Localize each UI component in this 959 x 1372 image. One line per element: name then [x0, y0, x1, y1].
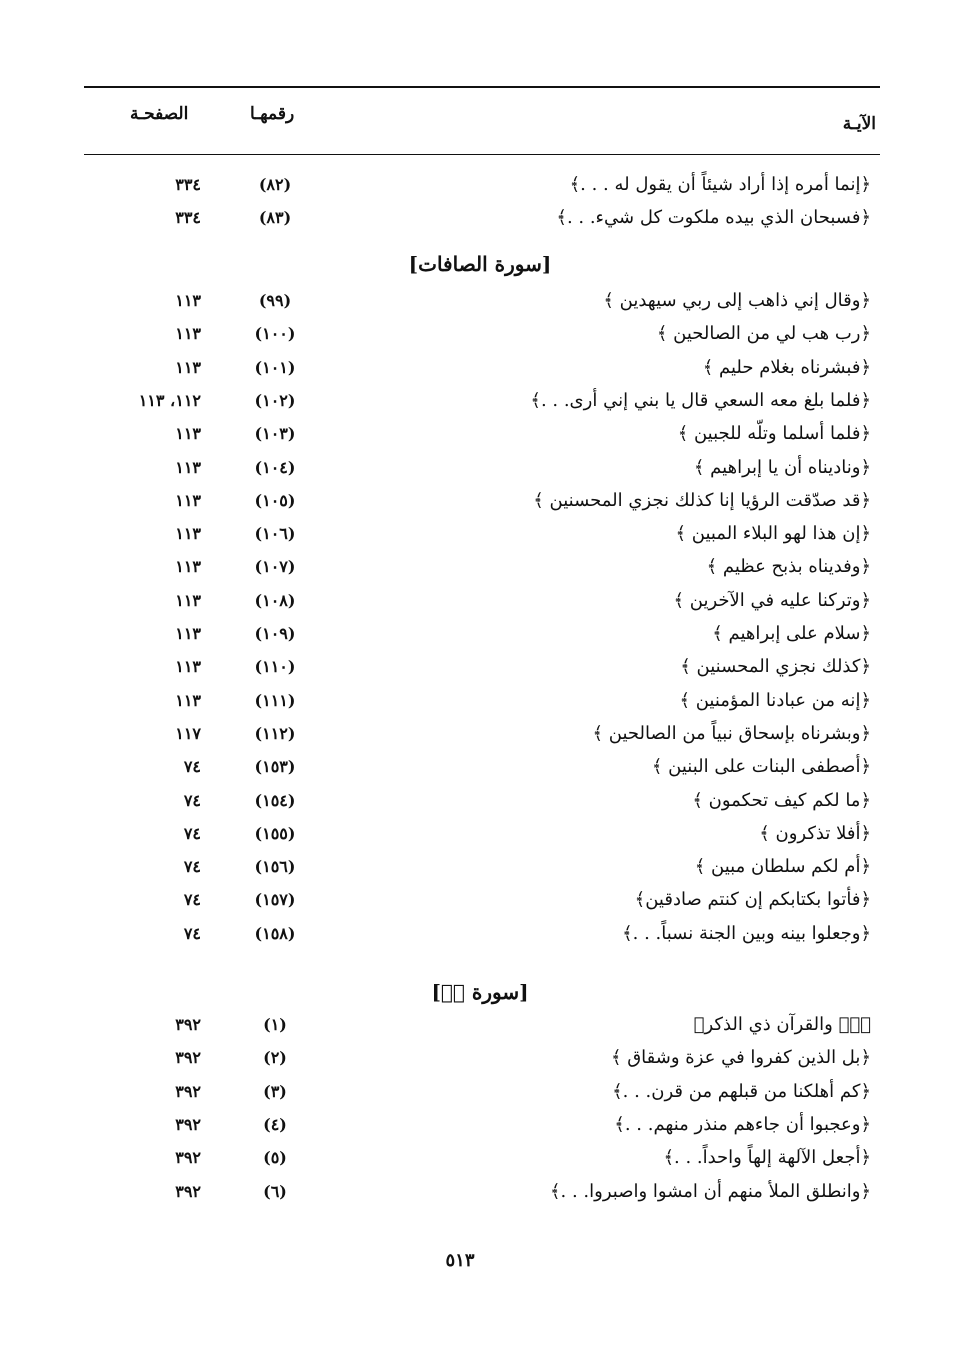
- verse-number: (١٥٥): [254, 823, 296, 843]
- verse-text: ﴿رب هب لي من الصالحين ﴾: [656, 323, 871, 345]
- verse-number: (٥): [263, 1148, 287, 1168]
- section-title-sad: [سورة صۤ]: [431, 980, 529, 1004]
- page-reference: ٧٤: [183, 890, 201, 910]
- verse-text: ﴿ما لكم كيف تحكمون ﴾: [692, 789, 871, 811]
- verse-text: ﴿إنما أمره إذا أراد شيئاً أن يقول له . . .﴾: [569, 174, 871, 195]
- index-row: [0, 1141, 959, 1174]
- verse-text: ﴿إنه من عبادنا المؤمنين ﴾: [679, 689, 871, 711]
- page-reference: ١١٣: [175, 324, 201, 344]
- index-row: [0, 384, 959, 417]
- page-reference: ١١٣: [175, 624, 201, 643]
- verse-text: ﴿وناديناه أن يا إبراهيم ﴾: [693, 456, 871, 478]
- verse-number: (١٠٥): [254, 490, 296, 510]
- verse-number: (٤): [263, 1114, 287, 1134]
- verse-number: (٨٣): [258, 208, 292, 227]
- verse-text: ﴿وعجبوا أن جاءهم منذر منهم. . .﴾: [614, 1113, 871, 1135]
- verse-number: (١٠٢): [254, 390, 296, 410]
- verse-number: (١٥٤): [254, 790, 296, 810]
- verse-text: ﴿كذلك نجزي المحسنين ﴾: [680, 656, 871, 678]
- index-row: [0, 1075, 959, 1108]
- index-row: [0, 1041, 959, 1074]
- verse-number: (١٥٧): [254, 890, 296, 910]
- index-row: [0, 168, 959, 201]
- verse-number: (١٠٤): [254, 457, 296, 477]
- verse-text: ﴿كم أهلكنا من قبلهم من قرن. . .﴾: [612, 1080, 871, 1102]
- page-reference: ١١٣: [175, 690, 201, 710]
- verse-text: ﴿وتركنا عليه في الآخرين ﴾: [673, 589, 871, 611]
- top-rule: [84, 86, 880, 88]
- index-row: [0, 1175, 959, 1208]
- index-row: [0, 917, 959, 950]
- page-reference: ١١٣: [175, 424, 201, 444]
- index-row: [0, 317, 959, 350]
- page-reference: ١١٣: [175, 590, 201, 610]
- verse-text: ﴿قد صدّقت الرؤيا إنا كذلك نجزي المحسنين ﴾: [533, 489, 871, 511]
- page-reference: ١١٣: [175, 457, 201, 477]
- index-row: [0, 550, 959, 583]
- page-reference: ٣٩٢: [175, 1015, 201, 1034]
- index-row: [0, 617, 959, 650]
- verse-text: ﴿فسبحان الذي بيده ملكوت كل شيء. . .﴾: [556, 207, 871, 228]
- verse-number: (١١٢): [254, 723, 296, 743]
- verse-text: ﴿فأتوا بكتابكم إن كنتم صادقين﴾: [634, 889, 871, 911]
- verse-text: ﴿فلما أسلما وتلّه للجبين ﴾: [677, 423, 871, 445]
- verse-number: (٦): [263, 1181, 287, 1201]
- verse-text: ﴿وقال إني ذاهب إلى ربي سيهدين ﴾: [603, 290, 871, 311]
- verse-text: ﴿أفلا تذكرون ﴾: [759, 822, 871, 844]
- header-number: رقمهـا: [250, 104, 295, 124]
- page-reference: ١١٢، ١١٣: [138, 390, 201, 410]
- page-reference: ٣٩٢: [175, 1114, 201, 1134]
- header-aya: الآيـة: [842, 114, 876, 134]
- page-reference: ٧٤: [183, 857, 201, 877]
- index-row: [0, 750, 959, 783]
- index-row: [0, 517, 959, 550]
- verse-text: ﴿وفديناه بذبح عظيم ﴾: [706, 556, 871, 578]
- verse-text: ﴿سلام على إبراهيم ﴾: [712, 623, 871, 644]
- index-row: [0, 201, 959, 234]
- header-page: الصفحـة: [130, 104, 189, 124]
- page-reference: ٣٩٢: [175, 1148, 201, 1168]
- verse-number: (٣): [263, 1081, 287, 1101]
- index-row: [0, 717, 959, 750]
- section-title-saffat: [سورة الصافات]: [408, 252, 552, 276]
- index-row: [0, 684, 959, 717]
- index-row: [0, 484, 959, 517]
- page-reference: ٧٤: [183, 923, 201, 943]
- page-reference: ١١٣: [175, 657, 201, 677]
- page-reference: ٧٤: [183, 823, 201, 843]
- verse-text: ﴿فبشرناه بغلام حليم ﴾: [702, 356, 871, 378]
- index-row: [0, 351, 959, 384]
- page-number: ٥١٣: [445, 1250, 475, 1271]
- verse-number: (١): [263, 1015, 287, 1034]
- verse-number: (١٥٦): [254, 857, 296, 877]
- page-reference: ٧٤: [183, 757, 201, 777]
- page-reference: ١١٣: [175, 490, 201, 510]
- header-rule: [84, 154, 880, 155]
- page-reference: ١١٣: [175, 357, 201, 377]
- verse-number: (١٠٧): [254, 557, 296, 577]
- verse-text: ﴿فلما بلغ معه السعي قال يا بني إني أرى. . .﴾: [530, 389, 871, 411]
- verse-number: (١١١): [254, 690, 296, 710]
- page-reference: ٣٩٢: [175, 1081, 201, 1101]
- index-row: [0, 1108, 959, 1141]
- verse-text: ﴿وانطلق الملأ منهم أن امشوا واصبروا. . .﴾: [550, 1180, 871, 1202]
- verse-number: (١٠٩): [254, 624, 296, 643]
- verse-number: (١٥٨): [254, 923, 296, 943]
- page-reference: ٣٩٢: [175, 1181, 201, 1201]
- index-row: [0, 784, 959, 817]
- verse-text: ﴿بل الذين كفروا في عزة وشقاق ﴾: [610, 1047, 871, 1069]
- verse-text: ﴿أصطفى البنات على البنين ﴾: [651, 756, 871, 778]
- verse-text: ﴿أم لكم سلطان مبين ﴾: [694, 856, 871, 878]
- verse-number: (١٠١): [254, 357, 296, 377]
- verse-text: ﴿وجعلوا بينه وبين الجنة نسباً. . .﴾: [622, 922, 871, 944]
- page-reference: ١١٣: [175, 524, 201, 544]
- page-reference: ١١٣: [175, 557, 201, 577]
- verse-number: (١١٠): [254, 657, 296, 677]
- index-row: [0, 883, 959, 916]
- verse-text: ﴿وبشرناه بإسحاق نبياً من الصالحين ﴾: [592, 722, 871, 744]
- page-reference: ١١٣: [175, 291, 201, 310]
- index-row: [0, 817, 959, 850]
- index-row: [0, 284, 959, 317]
- verse-number: (٨٢): [258, 175, 292, 194]
- index-row: [0, 451, 959, 484]
- verse-number: (٢): [263, 1048, 287, 1068]
- verse-number: (١٠٦): [254, 524, 296, 544]
- page-reference: ١١٧: [175, 723, 201, 743]
- verse-text: ﴿صۤ والقرآن ذي الذكر﴾: [693, 1014, 871, 1035]
- verse-text: ﴿إن هذا لهو البلاء المبين ﴾: [675, 523, 871, 545]
- page-reference: ٣٣٤: [175, 208, 201, 227]
- index-row: [0, 650, 959, 683]
- verse-number: (١٠٠): [254, 324, 296, 344]
- verse-number: (١٠٨): [254, 590, 296, 610]
- index-row: [0, 1008, 959, 1041]
- verse-number: (١٥٣): [254, 757, 296, 777]
- index-row: [0, 417, 959, 450]
- index-row: [0, 850, 959, 883]
- verse-text: ﴿أجعل الآلهة إلهاً واحداً. . .﴾: [663, 1147, 871, 1169]
- page-reference: ٧٤: [183, 790, 201, 810]
- index-row: [0, 584, 959, 617]
- verse-number: (٩٩): [258, 291, 292, 310]
- page-reference: ٣٣٤: [175, 175, 201, 194]
- verse-number: (١٠٣): [254, 424, 296, 444]
- page-reference: ٣٩٢: [175, 1048, 201, 1068]
